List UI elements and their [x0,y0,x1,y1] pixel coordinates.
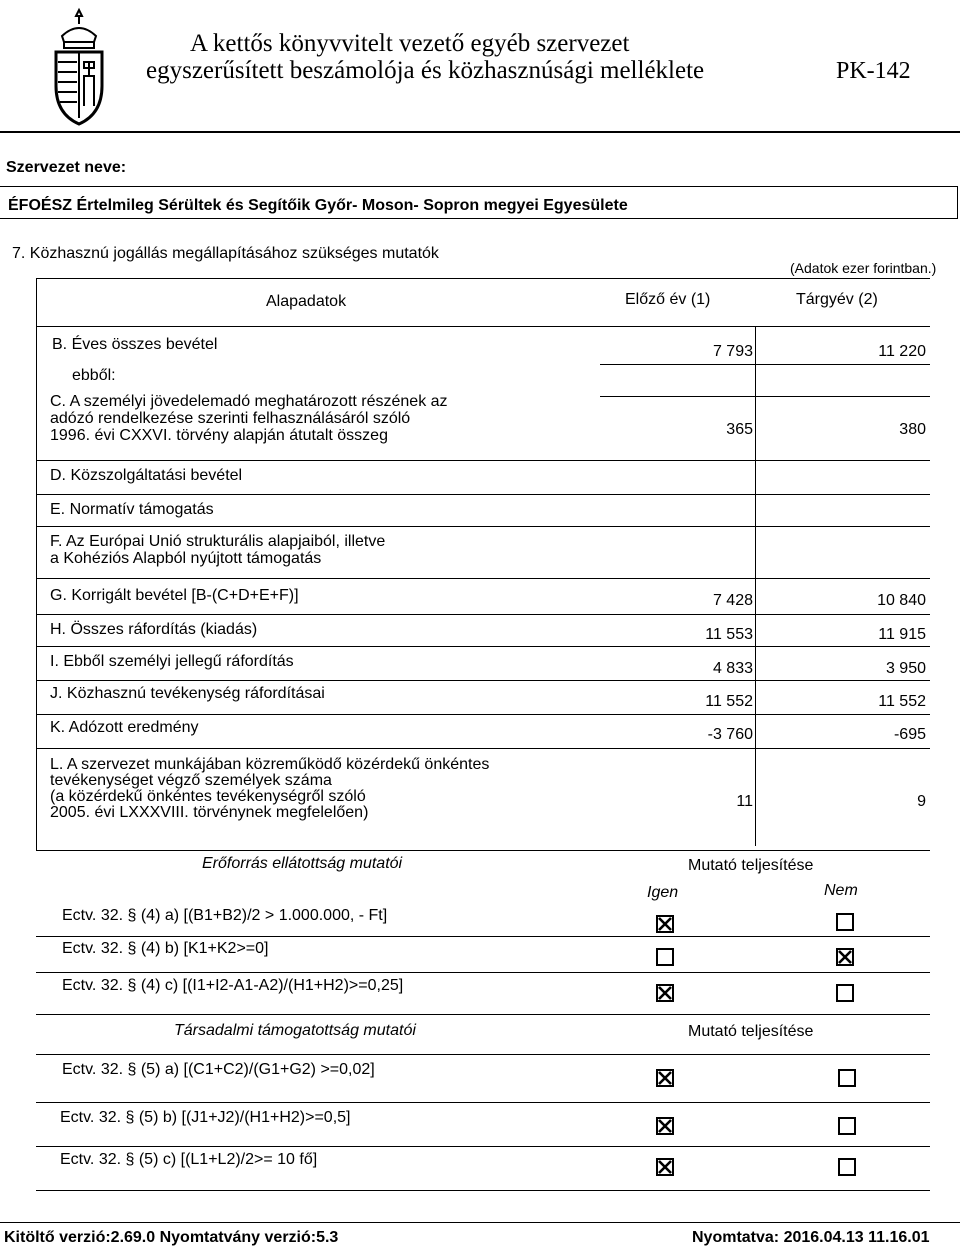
row-c-line2: adózó rendelkezése szerinti felhasználásáról szóló [50,410,411,427]
resources-line-1 [36,936,930,937]
row-line-6 [36,578,930,579]
resources-item-1-yes-checkbox[interactable] [656,915,674,933]
column-header-base: Alapadatok [266,293,347,310]
org-box-right [957,186,958,218]
unit-note: (Adatok ezer forintban.) [790,260,937,276]
row-line-11 [36,748,930,749]
table-top [36,278,930,279]
support-item-3-yes-checkbox[interactable] [656,1158,674,1176]
resources-item-3-no-checkbox[interactable] [836,984,854,1002]
resources-item-2-label: Ectv. 32. § (4) b) [K1+K2>=0] [62,940,269,957]
form-code: PK-142 [836,58,911,84]
row-g-curr: 10 840 [877,592,926,609]
row-line-8 [36,646,930,647]
row-line-0 [36,326,930,327]
organization-label: Szervezet neve: [6,159,127,176]
row-line-3 [36,460,930,461]
resources-performance: Mutató teljesítése [688,857,814,874]
support-item-1-yes-checkbox[interactable] [656,1069,674,1087]
resources-top [36,850,930,851]
row-g-prev: 7 428 [712,592,753,609]
row-ebbol-label: ebből: [72,367,116,384]
support-item-2-no-checkbox[interactable] [838,1117,856,1135]
row-line-9 [36,680,930,681]
table-divider [755,326,756,846]
support-line-2 [36,1146,930,1147]
row-k-label: K. Adózott eredmény [50,719,199,736]
row-k-curr: -695 [893,726,926,743]
footer-divider [0,1222,960,1223]
row-line-10 [36,714,930,715]
support-line-1 [36,1102,930,1103]
row-d-label: D. Közszolgáltatási bevétel [50,467,243,484]
row-line-7 [36,614,930,615]
support-line-0 [36,1054,930,1055]
form-title-line2: egyszerűsített beszámolója és közhasznúsági melléklete [146,57,705,84]
resources-no-header: Nem [824,882,858,899]
row-b-label: B. Éves összes bevétel [52,336,218,353]
resources-line-3 [36,1014,930,1015]
row-b-curr: 11 220 [878,343,926,360]
row-k-prev: -3 760 [707,726,753,743]
row-l-line4: 2005. évi LXXXVIII. törvénynek megfelelően) [50,804,369,821]
row-l-curr: 9 [917,793,926,810]
organization-name: ÉFOÉSZ Értelmileg Sérültek és Segítőik Győr- Moson- Sopron megyei Egyesülete [8,197,628,214]
support-title: Társadalmi támogatottság mutatói [174,1022,416,1039]
column-header-prev: Előző év (1) [625,291,711,308]
row-l-line3: (a közérdekű önkéntes tevékenységről szóló [50,788,366,805]
org-box-bottom [0,218,958,219]
row-line-4 [36,494,930,495]
row-l-line1: L. A szervezet munkájában közreműködő közérdekű önkéntes [50,756,490,773]
resources-item-1-no-checkbox[interactable] [836,913,854,931]
row-j-label: J. Közhasznú tevékenység ráfordításai [50,685,325,702]
resources-line-2 [36,972,930,973]
row-line-2 [600,396,930,397]
row-h-label: H. Összes ráfordítás (kiadás) [50,621,258,638]
support-item-3-label: Ectv. 32. § (5) c) [(L1+L2)/2>= 10 fő] [60,1151,318,1168]
row-g-label: G. Korrigált bevétel [B-(C+D+E+F)] [50,587,299,604]
support-item-3-no-checkbox[interactable] [838,1158,856,1176]
row-j-prev: 11 552 [705,693,753,710]
row-c-prev: 365 [726,421,753,438]
org-box-top [0,186,958,187]
resources-item-1-label: Ectv. 32. § (4) a) [(B1+B2)/2 > 1.000.000, - Ft] [62,907,388,924]
support-line-3 [36,1190,930,1191]
row-j-curr: 11 552 [878,693,926,710]
resources-item-2-no-checkbox[interactable] [836,948,854,966]
row-line-5 [36,526,930,527]
row-i-prev: 4 833 [712,660,753,677]
row-i-label: I. Ebből személyi jellegű ráfordítás [50,653,294,670]
form-title-line1: A kettős könyvvitelt vezető egyéb szervezet [190,30,630,57]
support-item-2-yes-checkbox[interactable] [656,1117,674,1135]
row-f-line2: a Kohéziós Alapból nyújtott támogatás [50,550,322,567]
resources-yes-header: Igen [647,884,679,901]
resources-title: Erőforrás ellátottság mutatói [202,855,403,872]
resources-item-2-yes-checkbox[interactable] [656,948,674,966]
column-header-curr: Tárgyév (2) [796,291,878,308]
support-performance: Mutató teljesítése [688,1023,814,1040]
header-divider [0,131,960,133]
row-f-line1: F. Az Európai Unió strukturális alapjaiból, illetve [50,533,386,550]
resources-item-3-yes-checkbox[interactable] [656,984,674,1002]
footer-printed: Nyomtatva: 2016.04.13 11.16.01 [692,1229,930,1246]
support-item-1-label: Ectv. 32. § (5) a) [(C1+C2)/(G1+G2) >=0,02] [62,1061,375,1078]
row-c-line1: C. A személyi jövedelemadó meghatározott részének az [50,393,448,410]
row-e-label: E. Normatív támogatás [50,501,214,518]
row-h-prev: 11 553 [705,626,753,643]
support-item-2-label: Ectv. 32. § (5) b) [(J1+J2)/(H1+H2)>=0,5] [60,1109,351,1126]
coat-of-arms-icon [48,6,110,126]
row-line-1 [600,364,930,365]
section-title: 7. Közhasznú jogállás megállapításához szükséges mutatók [12,245,439,262]
support-item-1-no-checkbox[interactable] [838,1069,856,1087]
footer-version: Kitöltő verzió:2.69.0 Nyomtatvány verzió:5.3 [4,1229,339,1246]
row-l-line2: tevékenységet végző személyek száma [50,772,332,789]
row-c-curr: 380 [899,421,926,438]
row-i-curr: 3 950 [885,660,926,677]
row-b-prev: 7 793 [712,343,753,360]
row-c-line3: 1996. évi CXXVI. törvény alapján átutalt összeg [50,427,388,444]
resources-item-3-label: Ectv. 32. § (4) c) [(I1+I2-A1-A2)/(H1+H2)>=0,25] [62,977,404,994]
row-l-prev: 11 [736,793,753,810]
table-left [36,278,37,850]
row-h-curr: 11 915 [878,626,926,643]
